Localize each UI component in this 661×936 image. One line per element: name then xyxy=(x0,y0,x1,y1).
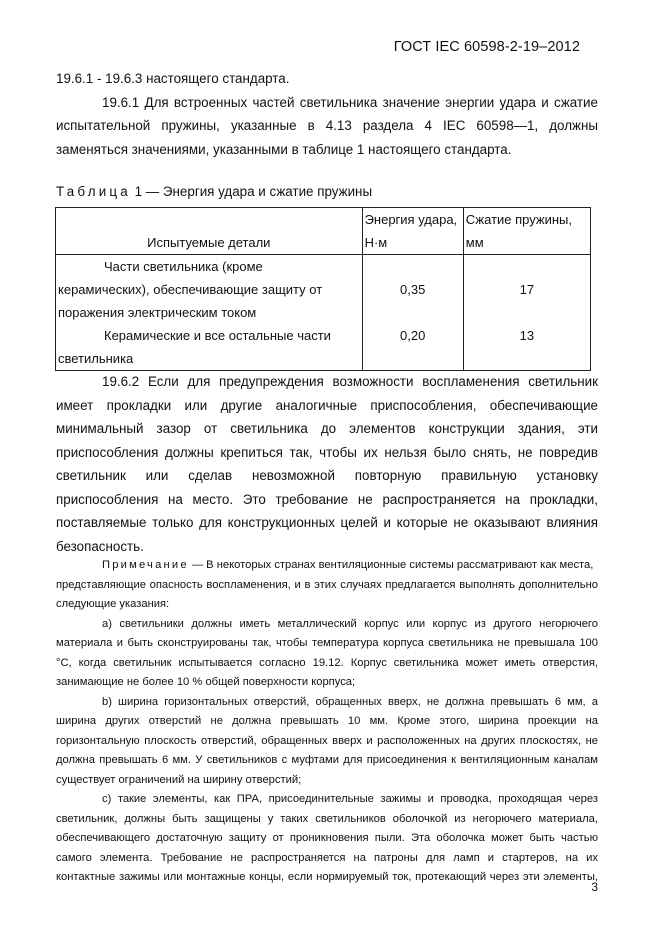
table-caption-text: 1 — Энергия удара и сжатие пружины xyxy=(130,184,373,199)
table-header-row xyxy=(56,208,591,255)
header-cell-energy xyxy=(362,208,463,255)
text-line: следующие указания: xyxy=(56,598,170,610)
cell-part: Керамические и все остальные части светильника xyxy=(56,324,363,371)
table-row xyxy=(56,324,591,371)
text-line: Примечание — В некоторых странах вентиляционные системы рассматривают как места, xyxy=(102,559,594,571)
cell-energy: 0,20 xyxy=(362,324,463,371)
header-parts-label: Испытуемые детали xyxy=(147,235,271,250)
page-number: 3 xyxy=(591,880,598,894)
header-energy-line: Энергия удара, xyxy=(364,212,458,227)
header-compression-unit: мм xyxy=(465,235,484,250)
cell-compression: 17 xyxy=(463,255,590,325)
impact-energy-table xyxy=(55,207,591,371)
table-caption xyxy=(56,184,372,199)
text-line: c) такие элементы, как ПРА, присоединительные зажимы и проводка, проходящая через xyxy=(102,793,598,805)
note-block xyxy=(56,556,598,888)
text-line: заменяться значениями, указанными в таблице 1 настоящего стандарта. xyxy=(56,141,512,157)
text-line: 19.6.1 - 19.6.3 настоящего стандарта. xyxy=(56,71,290,86)
text-line: контактные зажимы или монтажные концы, если нормируемый ток, протекающий через эти элементы, xyxy=(56,871,598,883)
table-caption-label: Таблица xyxy=(56,184,131,199)
text-line: светильник, должны быть защищены у таких светильников оболочкой из негорючего материала, xyxy=(56,812,598,825)
cell-energy: 0,35 xyxy=(362,255,463,325)
text-line: светильник или сделав невозможной повторную правильную установку xyxy=(56,468,598,483)
text-line: занимающие не более 10 % общей поверхности корпуса; xyxy=(56,676,356,688)
text-line: b) ширина горизонтальных отверстий, обращенных вверх, не должна превышать 6 мм, а xyxy=(102,695,598,708)
text-line: a) светильники должны иметь металлический корпус или корпус из другого негорючего xyxy=(102,617,598,630)
text-line: приспособления должны крепиться так, чтобы их нельзя было снять, не повредив xyxy=(56,444,598,460)
text-line: горизонтальную плоскость отверстий, обращенных вверх и расположенных на других плоскостях, не xyxy=(56,734,598,747)
header-energy-unit: Н·м xyxy=(364,235,388,250)
header-cell-parts xyxy=(56,208,363,255)
text-line: испытательной пружины, указанные в 4.13 раздела 4 IEC 60598—1, должны xyxy=(56,118,598,133)
cell-compression: 13 xyxy=(463,324,590,371)
header-compression-line: Сжатие пружины, xyxy=(465,212,572,227)
text-line: поставляемые только для конструкционных целей и которые не оказывают влияния xyxy=(56,515,598,530)
text-line: представляющие опасность воспламенения, и в этих случаях предлагается выполнять дополнительно xyxy=(56,578,598,591)
text-line: ширина других отверстий не должна превышать 10 мм. Кроме этого, ширина проекции на xyxy=(56,715,598,727)
text-line: должна превышать 6 мм. У светильников с муфтами для присоединения к вентиляционным каналам xyxy=(56,754,598,766)
text-line: приспособления на место. Это требование не распространяется на прокладки, xyxy=(56,491,598,507)
note-label: Примечание xyxy=(102,559,189,571)
text-line: существует ограничений на ширину отверстий; xyxy=(56,773,302,786)
text-line: 19.6.2 Если для предупреждения возможности воспламенения светильник xyxy=(102,374,598,389)
text-line: минимальный зазор от светильника до элементов конструкции здания, эти xyxy=(56,421,598,436)
document-code: ГОСТ IEC 60598-2-19–2012 xyxy=(393,39,580,55)
text-line: имеет прокладки или другие аналогичные приспособления, обеспечивающие xyxy=(56,397,598,413)
cell-part: Части светильника (кроме керамических), обеспечивающие защиту от поражения электрическим током xyxy=(56,255,363,325)
text-line: °С, когда светильник испытывается согласно 19.12. Корпус светильника может иметь отверстия, xyxy=(56,656,598,669)
text-line: 19.6.1 Для встроенных частей светильника значение энергии удара и сжатие xyxy=(102,94,598,110)
text-line: материала и быть сконструированы так, чтобы температура корпуса светильника не превышала 100 xyxy=(56,637,598,649)
text-line: безопасность. xyxy=(56,538,144,554)
text-line: обеспечивающего достаточную защиту от проникновения пыли. Эта оболочка может быть частью xyxy=(56,832,598,844)
table-row xyxy=(56,255,591,325)
intro-paragraph xyxy=(56,67,598,161)
text-line: самого элемента. Требование не распространяется на патроны для ламп и стартеров, на их xyxy=(56,851,598,864)
header-cell-compression xyxy=(463,208,590,255)
section-paragraph xyxy=(56,370,598,558)
